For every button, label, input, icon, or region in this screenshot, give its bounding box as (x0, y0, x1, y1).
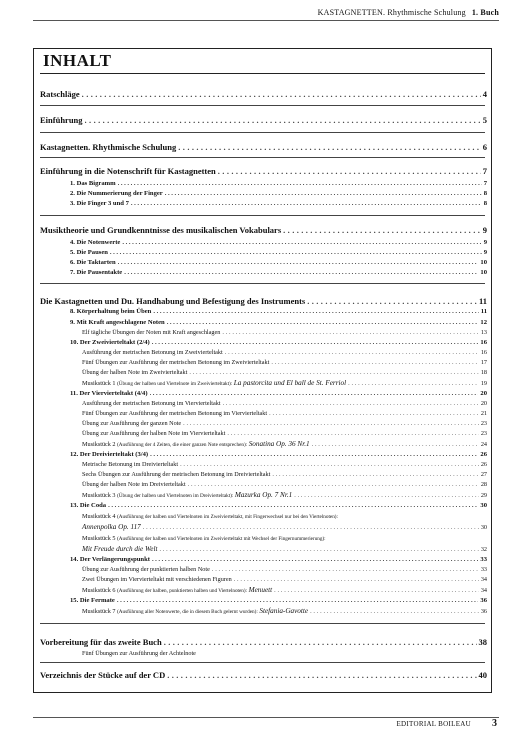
page-title: INHALT (43, 51, 112, 70)
section-rule (40, 105, 485, 106)
toc-entry[interactable]: 14. Der Verlängerungspunkt ..... 33 (70, 556, 487, 563)
toc-entry[interactable]: Ausführung der metrischen Betonung im Viervierteltakt ..... 20 (82, 400, 487, 407)
toc-entry[interactable]: Sechs Übungen zur Ausführung der metrischen Betonung im Dreivierteltakt ..... 27 (82, 471, 487, 478)
toc-entry[interactable]: Einführung in die Notenschrift für Kastagnetten ..... 7 (40, 166, 487, 176)
toc-entry[interactable]: Übung zur Ausführung der halben Note im Viervierteltakt ..... 23 (82, 430, 487, 437)
piece-title: Mazurka Op. 7 Nr.1 (234, 491, 293, 499)
toc-entry[interactable]: Übung der halben Note im Zweivierteltakt ..... 18 (82, 369, 487, 376)
toc-entry[interactable]: Einführung ..... 5 (40, 115, 487, 125)
toc-entry[interactable]: Musikstück 6 (Ausführung der halben, punktierten halben und Viertelnoten): Menuett ..... 34 (82, 586, 487, 594)
toc-entry[interactable]: Musikstück 3 (Übung der halben und Viertelnoten im Dreivierteltakt): Mazurka Op. 7 Nr.1 ..... 29 (82, 491, 487, 499)
toc-entry[interactable]: Musikstück 4 (Ausführung der halben und Viertelnoten im Zweivierteltakt, mit Fingerwechsel nur bei den Viertelnoten): (82, 513, 338, 520)
running-title (318, 8, 499, 17)
toc-entry[interactable]: Metrische Betonung im Dreivierteltakt ..... 26 (82, 461, 487, 468)
publisher-name: EDITORIAL BOILEAU (396, 720, 471, 728)
toc-frame (33, 48, 492, 693)
toc-entry[interactable]: Mit Freude durch die Welt ..... 32 (82, 545, 487, 553)
title-rule (40, 73, 485, 74)
footer-rule (33, 717, 499, 718)
toc-entry[interactable]: Elf tägliche Übungen der Noten mit Kraft angeschlagen ..... 13 (82, 329, 487, 336)
toc-entry[interactable]: Ausführung der metrischen Betonung im Zweivierteltakt ..... 16 (82, 349, 487, 356)
running-header (0, 8, 529, 28)
toc-entry[interactable]: Ratschläge ..... 4 (40, 89, 487, 99)
toc-entry[interactable]: Die Kastagnetten und Du. Handhabung und Befestigung des Instruments ..... 11 (40, 296, 487, 306)
toc-entry[interactable]: 7. Die Pausentakte ..... 10 (70, 269, 487, 276)
book-number: 1. Buch (471, 8, 499, 17)
toc-entry[interactable]: Kastagnetten. Rhythmische Schulung ..... 6 (40, 142, 487, 152)
section-rule (40, 215, 485, 216)
piece-title: Mit Freude durch die Welt (82, 545, 158, 553)
toc-entry[interactable]: 6. Die Taktarten ..... 10 (70, 259, 487, 266)
toc-entry[interactable]: 3. Die Finger 3 und 7 ..... 8 (70, 200, 487, 207)
toc-entry[interactable]: Musikstück 5 (Ausführung der halben und Viertelnoten im Zweivierteltakt mit Wechsel der Fingernummerierung): (82, 535, 326, 542)
toc-entry[interactable]: Annenpolka Op. 117 ..... 30 (82, 523, 487, 531)
toc-entry[interactable]: Musikstück 7 (Ausführung aller Notenwerte, die in diesem Buch gelernt wurden): Stefania-Gavotte ..... 36 (82, 607, 487, 615)
toc-entry[interactable]: Vorbereitung für das zweite Buch ..... 38 (40, 637, 487, 647)
toc-entry[interactable]: 1. Das Bigramm ..... 7 (70, 180, 487, 187)
toc-entry[interactable]: Übung zur Ausführung der ganzen Note ..... 23 (82, 420, 487, 427)
section-rule (40, 283, 485, 284)
toc-entry[interactable]: 11. Der Viervierteltakt (4/4) ..... 20 (70, 390, 487, 397)
toc-entry[interactable]: 8. Körperhaltung beim Üben ..... 11 (70, 308, 487, 315)
toc-entry[interactable]: 9. Mit Kraft angeschlagene Noten ..... 12 (70, 319, 487, 326)
section-rule (40, 623, 485, 624)
page-footer (0, 717, 529, 737)
header-rule (33, 20, 499, 21)
toc-entry[interactable]: Verzeichnis der Stücke auf der CD ..... 40 (40, 670, 487, 680)
section-rule (40, 132, 485, 133)
toc-entry[interactable]: Musiktheorie und Grundkenntnisse des musikalischen Vokabulars ..... 9 (40, 225, 487, 235)
piece-title: Stefania-Gavotte (259, 607, 309, 615)
running-title-text: KASTAGNETTEN. Rhythmische Schulung (317, 8, 466, 17)
piece-title: Menuett (248, 586, 273, 594)
toc-entry[interactable]: Übung der halben Note im Dreivierteltakt ..... 28 (82, 481, 487, 488)
toc-entry[interactable]: 10. Der Zweivierteltakt (2/4) ..... 16 (70, 339, 487, 346)
toc-entry[interactable]: Fünf Übungen zur Ausführung der metrischen Betonung im Viervierteltakt ..... 21 (82, 410, 487, 417)
piece-title: Sonatina Op. 36 Nr.1 (248, 440, 310, 448)
page-number: 3 (492, 718, 497, 729)
toc-entry[interactable]: Fünf Übungen zur Ausführung der Achtelnote (82, 650, 196, 657)
toc-entry[interactable]: Zwei Übungen im Viervierteltakt mit verschiedenen Figuren ..... 34 (82, 576, 487, 583)
toc-entry[interactable]: Musikstück 2 (Ausführung der 4 Zeiten, die einer ganzen Note entsprechen): Sonatina Op. 36 Nr.1 ..... 24 (82, 440, 487, 448)
section-rule (40, 157, 485, 158)
piece-title: Annenpolka Op. 117 (82, 523, 141, 531)
piece-title: La pastorcita und El ball de St. Ferriol (233, 379, 347, 387)
toc-entry[interactable]: 13. Die Coda ..... 30 (70, 502, 487, 509)
toc-entry[interactable]: 5. Die Pausen ..... 9 (70, 249, 487, 256)
toc-entry[interactable]: Übung zur Ausführung der punktierten halben Note ..... 33 (82, 566, 487, 573)
toc-entry[interactable]: 15. Die Fermate ..... 36 (70, 597, 487, 604)
toc-entry[interactable]: Musikstück 1 (Übung der halben und Viertelnote im Zweivierteltakt): La pastorcita und El ball de St. Ferriol ..... 19 (82, 379, 487, 387)
toc-entry[interactable]: Fünf Übungen zur Ausführung der metrischen Betonung im Zweivierteltakt ..... 17 (82, 359, 487, 366)
toc-entry[interactable]: 12. Der Dreivierteltakt (3/4) ..... 26 (70, 451, 487, 458)
toc-entry[interactable]: 4. Die Notenwerte ..... 9 (70, 239, 487, 246)
section-rule (40, 662, 485, 663)
toc-entry[interactable]: 2. Die Nummerierung der Finger ..... 8 (70, 190, 487, 197)
